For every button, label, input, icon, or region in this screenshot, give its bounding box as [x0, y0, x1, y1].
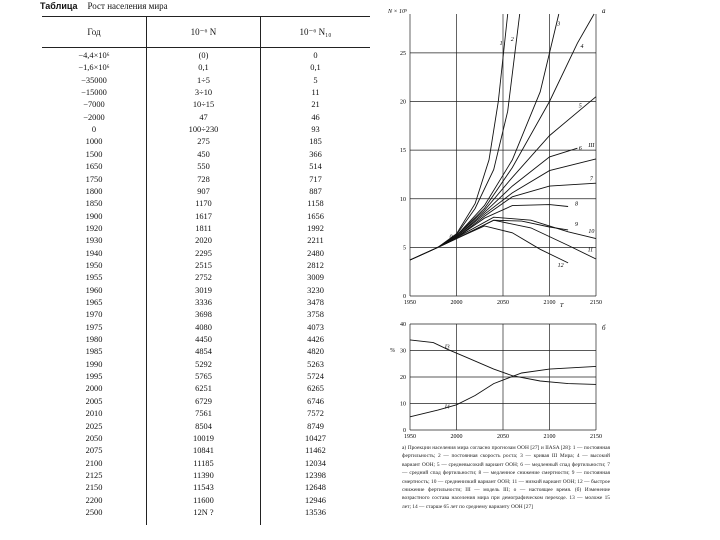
cell-population-model: 12946	[305, 495, 326, 505]
series-label: 12	[557, 262, 564, 269]
y-axis-label: N × 10⁹	[388, 9, 408, 15]
y-tick-label: 30	[400, 348, 406, 355]
cell-year: 2075	[85, 446, 103, 456]
y-tick-label: 40	[400, 322, 406, 328]
cell-population: 3336	[195, 298, 212, 307]
y-tick-label: 20	[400, 99, 406, 106]
series-label: 4	[580, 44, 584, 51]
x-tick-label: 2050	[497, 300, 509, 306]
series-label: 6	[578, 146, 582, 153]
y-tick-label: 25	[400, 50, 406, 57]
cell-year: 1920	[85, 223, 103, 233]
cell-year: 1980	[85, 335, 103, 345]
cell-population: 100÷230	[188, 125, 219, 135]
cell-population: 2295	[195, 248, 212, 258]
cell-population: 10019	[193, 433, 214, 443]
cell-population: 0,1	[198, 63, 209, 73]
series-label: 1	[499, 41, 503, 48]
x-tick-label: 2150	[590, 300, 602, 306]
cell-population-model: 46	[311, 112, 320, 122]
cell-population-model: 0	[313, 51, 318, 60]
cell-population-model: 93	[311, 125, 320, 135]
cell-population-model: 2480	[307, 248, 324, 258]
cell-population: 12N ?	[193, 507, 214, 517]
cell-population-model: 3230	[307, 285, 324, 295]
cell-year: 2010	[85, 409, 103, 419]
cell-year: 1975	[85, 322, 103, 332]
cell-year: 1800	[85, 186, 103, 196]
population-projection-chart	[382, 4, 614, 316]
series-label: 9	[574, 221, 578, 228]
cell-population: 3019	[195, 285, 212, 295]
cell-year: 1650	[85, 162, 103, 172]
cell-population-model: 7572	[307, 409, 324, 419]
cell-year: 2000	[85, 384, 103, 394]
cell-population-model: 185	[309, 137, 322, 147]
cell-population-model: 12648	[305, 483, 326, 493]
cell-population-model: 5	[313, 75, 318, 85]
series-line-7	[438, 183, 596, 247]
cell-year: 2125	[85, 470, 103, 480]
y-tick-label: 15	[400, 148, 406, 155]
panel-label: б	[602, 324, 606, 332]
cell-population-model: 3009	[307, 273, 324, 283]
cell-population: 11543	[193, 483, 214, 493]
cell-year: −2000	[83, 112, 105, 122]
series-label: 11	[587, 247, 594, 254]
series-label: I4	[444, 404, 450, 411]
series-label: I3	[444, 344, 450, 351]
header-population-model: 10⁻⁶ N₁₀	[261, 17, 370, 48]
cell-population-model: 4426	[307, 335, 324, 345]
series-label: 3	[557, 21, 561, 28]
cell-year: −35000	[81, 75, 107, 85]
cell-population: 10÷15	[192, 100, 215, 110]
cell-population-model: 717	[309, 174, 322, 184]
x-tick-label: 2000	[450, 434, 463, 440]
table-caption-title: Рост населения мира	[87, 1, 168, 11]
cell-year: −7000	[83, 100, 105, 110]
cell-population-model: 2211	[307, 236, 324, 246]
cell-population-model: 4820	[307, 347, 324, 357]
y-tick-label: 5	[403, 245, 406, 252]
cell-year: 1850	[85, 199, 103, 209]
y-tick-label: 20	[400, 375, 406, 381]
cell-population-model: 10427	[305, 433, 326, 443]
cell-population-model: 1656	[307, 211, 324, 221]
cell-population: 907	[197, 186, 210, 196]
y-tick-label: 10	[400, 401, 406, 408]
cell-year: 1750	[85, 174, 103, 184]
cell-year: 2500	[85, 507, 103, 517]
cell-population-model: 514	[309, 162, 322, 172]
cell-population-model: 12398	[305, 470, 326, 480]
cell-year: −4,4×10⁶	[78, 51, 110, 60]
cell-population: 1617	[195, 211, 212, 221]
cell-year: 1970	[85, 310, 103, 320]
series-label: III	[588, 143, 595, 150]
series-line-4	[410, 14, 594, 260]
x-tick-label: 2000	[450, 300, 463, 306]
cell-year: 0	[91, 125, 97, 135]
population-table	[42, 16, 370, 525]
cell-year: −15000	[81, 88, 107, 98]
cell-year: 1985	[85, 347, 103, 357]
cell-year: 1955	[85, 273, 103, 283]
cell-population: 6251	[195, 384, 212, 394]
cell-year: 1000	[85, 137, 103, 147]
cell-population-model: 1992	[307, 223, 324, 233]
cell-population: 6729	[195, 396, 212, 406]
cell-year: 1960	[85, 285, 103, 295]
cell-population-model: 12034	[305, 458, 326, 468]
cell-population: 10841	[193, 446, 214, 456]
cell-population-model: 1158	[307, 199, 324, 209]
cell-year: 1950	[85, 260, 103, 270]
cell-population-model: 11462	[305, 446, 326, 456]
cell-year: 1500	[85, 149, 103, 159]
cell-year: 2100	[85, 458, 103, 468]
cell-year: 1930	[85, 236, 103, 246]
y-axis-label: %	[390, 348, 395, 354]
cell-year: 1995	[85, 372, 103, 382]
cell-year: 2150	[85, 483, 103, 493]
cell-population: (0)	[198, 51, 209, 60]
cell-population: 3÷10	[194, 88, 213, 98]
cell-year: 2005	[85, 396, 103, 406]
series-line-6	[438, 148, 578, 247]
cell-population-model: 887	[309, 186, 322, 196]
cell-year: 2025	[85, 421, 103, 431]
series-label: 10	[588, 228, 595, 235]
y-tick-label: 10	[400, 196, 406, 203]
cell-year: 2050	[85, 433, 103, 443]
x-tick-label: 2050	[497, 434, 509, 440]
cell-population-model: 6265	[307, 384, 324, 394]
panel-label: а	[602, 7, 606, 15]
cell-population: 450	[197, 149, 210, 159]
x-tick-label: 2100	[543, 434, 556, 440]
cell-population: 1811	[195, 223, 212, 233]
series-label: 7	[589, 176, 593, 183]
table-caption	[40, 1, 168, 11]
cell-population: 2515	[195, 260, 212, 270]
x-axis-label: T	[560, 303, 564, 309]
cell-population: 8504	[195, 421, 212, 431]
cell-population-model: 4073	[307, 322, 324, 332]
x-tick-label: 2150	[590, 434, 602, 440]
cell-year: 1965	[85, 298, 103, 307]
cell-population-model: 6746	[307, 396, 324, 406]
cell-population: 550	[197, 162, 210, 172]
series-label: 5	[578, 103, 582, 110]
present-point-label: 0	[449, 234, 453, 241]
cell-population: 11185	[193, 458, 214, 468]
cell-population-model: 2812	[307, 260, 324, 270]
cell-population: 3698	[195, 310, 212, 320]
cell-population-model: 3478	[307, 298, 324, 307]
cell-population: 5765	[195, 372, 212, 382]
cell-population-model: 5263	[307, 359, 324, 369]
cell-population: 4450	[195, 335, 212, 345]
cell-population: 4080	[195, 322, 212, 332]
cell-population: 11600	[193, 495, 214, 505]
cell-population: 2752	[195, 273, 212, 283]
cell-year: 1990	[85, 359, 103, 369]
y-tick-label: 0	[403, 294, 406, 300]
cell-population-model: 5724	[307, 372, 324, 382]
cell-population: 5292	[195, 359, 212, 369]
series-label: 8	[574, 201, 578, 208]
cell-population: 1÷5	[197, 75, 210, 85]
cell-population-model: 13536	[305, 507, 326, 517]
x-tick-label: 1950	[404, 434, 416, 440]
cell-population: 2020	[195, 236, 212, 246]
table-caption-label: Таблица	[40, 1, 78, 11]
cell-population-model: 21	[311, 100, 320, 110]
cell-population: 1170	[195, 199, 212, 209]
cell-population: 728	[197, 174, 210, 184]
series-line-1	[410, 14, 508, 260]
series-line-3	[410, 14, 559, 260]
cell-population: 47	[199, 112, 208, 122]
series-label: 2	[510, 37, 514, 44]
cell-population-model: 8749	[307, 421, 324, 431]
cell-population-model: 366	[309, 149, 322, 159]
header-population: 10⁻⁶ N	[147, 17, 260, 48]
figure-caption: а) Проекции населения мира согласно прогнозам ООН [27] и IIASA [28]: 1 — постоянная фертильность; 2 — постоянная скорость роста; 3 — кривая III Мира; 4 — высокий вариант ООН; 5 — средневысокий вариант ООН; 6 — медленный спад фертильности; 7 — средний спад фертильности; 8 — медленное снижение смертности; 9 — постоянная смертность; 10 — средненизкий вариант ООН; 11 — низкий вариант ООН; 12 — быстрое снижение фертильности; III — модель III; o — настоящее время. (б) Изменение возрастного состава населения мира при демографическом переходе. 13 — моложе 15 лет; 14 — старше 65 лет по среднему варианту ООН [27]	[402, 445, 610, 510]
age-structure-chart	[382, 318, 614, 442]
cell-population: 11390	[193, 470, 214, 480]
cell-population: 7561	[195, 409, 212, 419]
y-tick-label: 0	[403, 428, 406, 434]
cell-population-model: 0,1	[310, 63, 321, 73]
x-tick-label: 1950	[404, 300, 416, 306]
cell-year: −1,6×10⁶	[78, 63, 110, 73]
cell-population: 4854	[195, 347, 212, 357]
header-year: Год	[42, 17, 146, 48]
cell-population-model: 3758	[307, 310, 324, 320]
cell-population-model: 11	[311, 88, 320, 98]
cell-population: 275	[197, 137, 210, 147]
cell-year: 1900	[85, 211, 103, 221]
x-tick-label: 2100	[543, 300, 556, 306]
cell-year: 1940	[85, 248, 103, 258]
cell-year: 2200	[85, 495, 103, 505]
